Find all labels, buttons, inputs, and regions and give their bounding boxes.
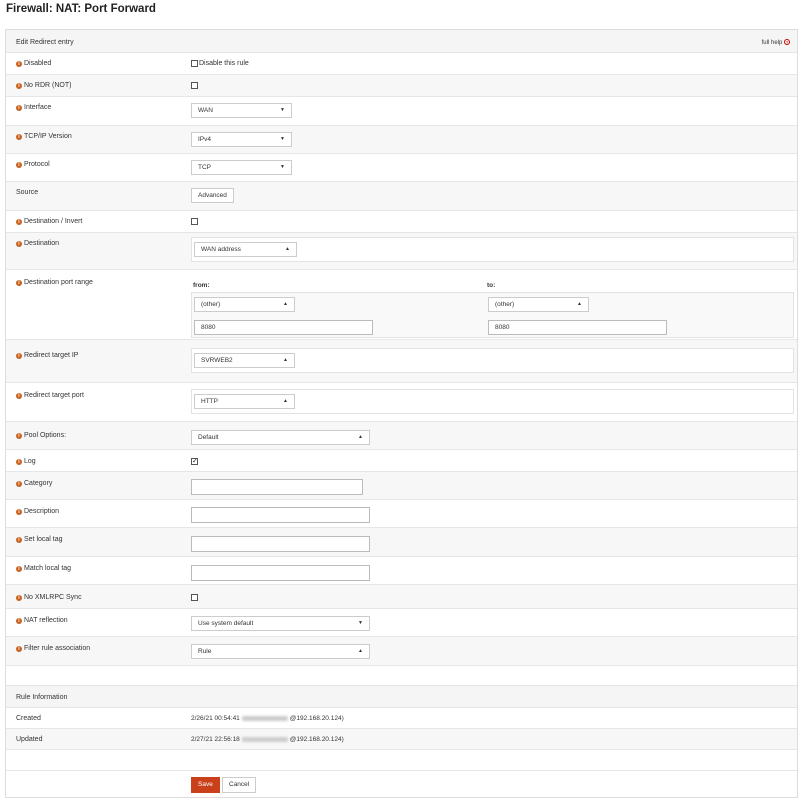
info-icon: i — [16, 646, 22, 652]
caret-up-icon: ▲ — [358, 648, 363, 654]
dest-port-label: i Destination port range — [16, 279, 93, 286]
info-icon: i — [16, 509, 22, 515]
info-icon: i — [16, 280, 22, 286]
set-tag-input[interactable] — [191, 536, 370, 552]
description-label: i Description — [16, 508, 59, 515]
no-xmlrpc-label: i No XMLRPC Sync — [16, 594, 82, 601]
caret-down-icon: ▼ — [280, 136, 285, 142]
panel-heading — [6, 30, 797, 53]
tcpip-select[interactable]: IPv4 ▼ — [191, 132, 292, 147]
advanced-source-button[interactable]: Advanced — [191, 188, 234, 203]
redirect-port-group — [191, 389, 794, 414]
spacer-row-2 — [6, 750, 797, 771]
filter-assoc-label: i Filter rule association — [16, 645, 90, 652]
caret-up-icon: ▲ — [285, 246, 290, 252]
redacted-username — [242, 737, 288, 742]
save-button[interactable]: Save — [191, 777, 220, 793]
nat-reflection-label: i NAT reflection — [16, 617, 68, 624]
destination-select[interactable]: WAN address ▲ — [194, 242, 297, 257]
row-pool-options — [6, 422, 797, 450]
info-icon: i — [16, 134, 22, 140]
description-input[interactable] — [191, 507, 370, 523]
redirect-ip-select[interactable]: SVRWEB2 ▲ — [194, 353, 295, 368]
caret-up-icon: ▲ — [358, 434, 363, 440]
caret-up-icon: ▲ — [283, 398, 288, 404]
disabled-checkbox-label: Disable this rule — [199, 60, 249, 67]
redirect-port-label: i Redirect target port — [16, 392, 84, 399]
page-title: Firewall: NAT: Port Forward — [6, 3, 156, 15]
port-from-label: from: — [193, 282, 210, 289]
info-icon: i — [16, 241, 22, 247]
interface-select[interactable]: WAN ▼ — [191, 103, 292, 118]
row-redirect-target-ip — [6, 340, 797, 383]
help-icon: ? — [785, 40, 789, 45]
info-icon: i — [16, 162, 22, 168]
row-tcpip-version — [6, 126, 797, 154]
caret-down-icon: ▼ — [280, 107, 285, 113]
row-destination — [6, 233, 797, 270]
disabled-label: i Disabled — [16, 60, 51, 67]
row-updated — [6, 729, 797, 750]
row-no-rdr — [6, 75, 797, 97]
nat-reflection-select[interactable]: Use system default ▼ — [191, 616, 370, 631]
redirect-port-select[interactable]: HTTP ▲ — [194, 394, 295, 409]
info-icon: i — [16, 105, 22, 111]
port-to-select[interactable]: (other) ▲ — [488, 297, 589, 312]
info-icon: i — [16, 618, 22, 624]
full-help-label: full help — [761, 40, 783, 46]
info-icon: i — [16, 83, 22, 89]
destination-label: i Destination — [16, 240, 59, 247]
row-protocol — [6, 154, 797, 182]
pool-label: i Pool Options: — [16, 432, 66, 439]
updated-value: 2/27/21 22:56:18 @192.168.20.124) — [191, 736, 344, 743]
category-label: i Category — [16, 480, 52, 487]
port-from-input[interactable]: 8080 — [194, 320, 373, 335]
caret-up-icon: ▲ — [577, 301, 582, 307]
row-set-local-tag — [6, 528, 797, 557]
info-icon: i — [16, 537, 22, 543]
category-input[interactable] — [191, 479, 363, 495]
destination-group — [191, 237, 794, 262]
full-help-link[interactable] — [762, 39, 790, 46]
redirect-ip-label: i Redirect target IP — [16, 352, 78, 359]
port-to-input[interactable]: 8080 — [488, 320, 667, 335]
row-category — [6, 472, 797, 500]
info-icon: i — [16, 433, 22, 439]
caret-up-icon: ▲ — [283, 301, 288, 307]
tcpip-label: i TCP/IP Version — [16, 133, 72, 140]
info-icon: i — [16, 393, 22, 399]
pool-select[interactable]: Default ▲ — [191, 430, 370, 445]
cancel-button[interactable]: Cancel — [222, 777, 256, 793]
rule-info-title: Rule Information — [16, 694, 68, 701]
row-redirect-target-port — [6, 383, 797, 422]
created-value: 2/26/21 00:54:41 @192.168.20.124) — [191, 715, 344, 722]
protocol-label: i Protocol — [16, 161, 50, 168]
row-description — [6, 500, 797, 528]
no-rdr-label: i No RDR (NOT) — [16, 82, 71, 89]
source-label: Source — [16, 189, 39, 196]
caret-down-icon: ▼ — [358, 620, 363, 626]
info-icon: i — [16, 459, 22, 465]
row-created — [6, 708, 797, 729]
info-icon: i — [16, 481, 22, 487]
set-tag-label: i Set local tag — [16, 536, 63, 543]
edit-redirect-panel — [5, 29, 798, 798]
caret-up-icon: ▲ — [283, 357, 288, 363]
row-log — [6, 450, 797, 472]
row-no-xmlrpc-sync — [6, 585, 797, 609]
no-rdr-checkbox[interactable] — [191, 82, 198, 89]
row-destination-invert — [6, 211, 797, 233]
log-label: i Log — [16, 458, 36, 465]
info-icon: i — [16, 595, 22, 601]
row-match-local-tag — [6, 557, 797, 585]
redacted-username — [242, 716, 288, 721]
info-icon: i — [16, 219, 22, 225]
interface-label: i Interface — [16, 104, 51, 111]
protocol-select[interactable]: TCP ▼ — [191, 160, 292, 175]
row-disabled — [6, 53, 797, 75]
match-tag-input[interactable] — [191, 565, 370, 581]
row-destination-port-range — [6, 270, 797, 340]
row-filter-rule-association — [6, 637, 797, 666]
info-icon: i — [16, 61, 22, 67]
dest-invert-label: i Destination / Invert — [16, 218, 82, 225]
filter-assoc-select[interactable]: Rule ▲ — [191, 644, 370, 659]
info-icon: i — [16, 566, 22, 572]
panel-heading-title: Edit Redirect entry — [16, 39, 74, 46]
caret-down-icon: ▼ — [280, 164, 285, 170]
created-label: Created — [16, 715, 41, 722]
info-icon: i — [16, 353, 22, 359]
rule-info-heading — [6, 686, 797, 708]
row-interface — [6, 97, 797, 126]
row-nat-reflection — [6, 609, 797, 637]
port-from-select[interactable]: (other) ▲ — [194, 297, 295, 312]
disabled-checkbox[interactable] — [191, 60, 198, 67]
no-xmlrpc-checkbox[interactable] — [191, 594, 198, 601]
match-tag-label: i Match local tag — [16, 565, 71, 572]
dest-invert-checkbox[interactable] — [191, 218, 198, 225]
row-source — [6, 182, 797, 211]
updated-label: Updated — [16, 736, 43, 743]
port-to-label: to: — [487, 282, 496, 289]
redirect-ip-group — [191, 348, 794, 373]
port-range-group — [191, 292, 794, 338]
spacer-row — [6, 666, 797, 686]
log-checkbox[interactable] — [191, 458, 198, 465]
